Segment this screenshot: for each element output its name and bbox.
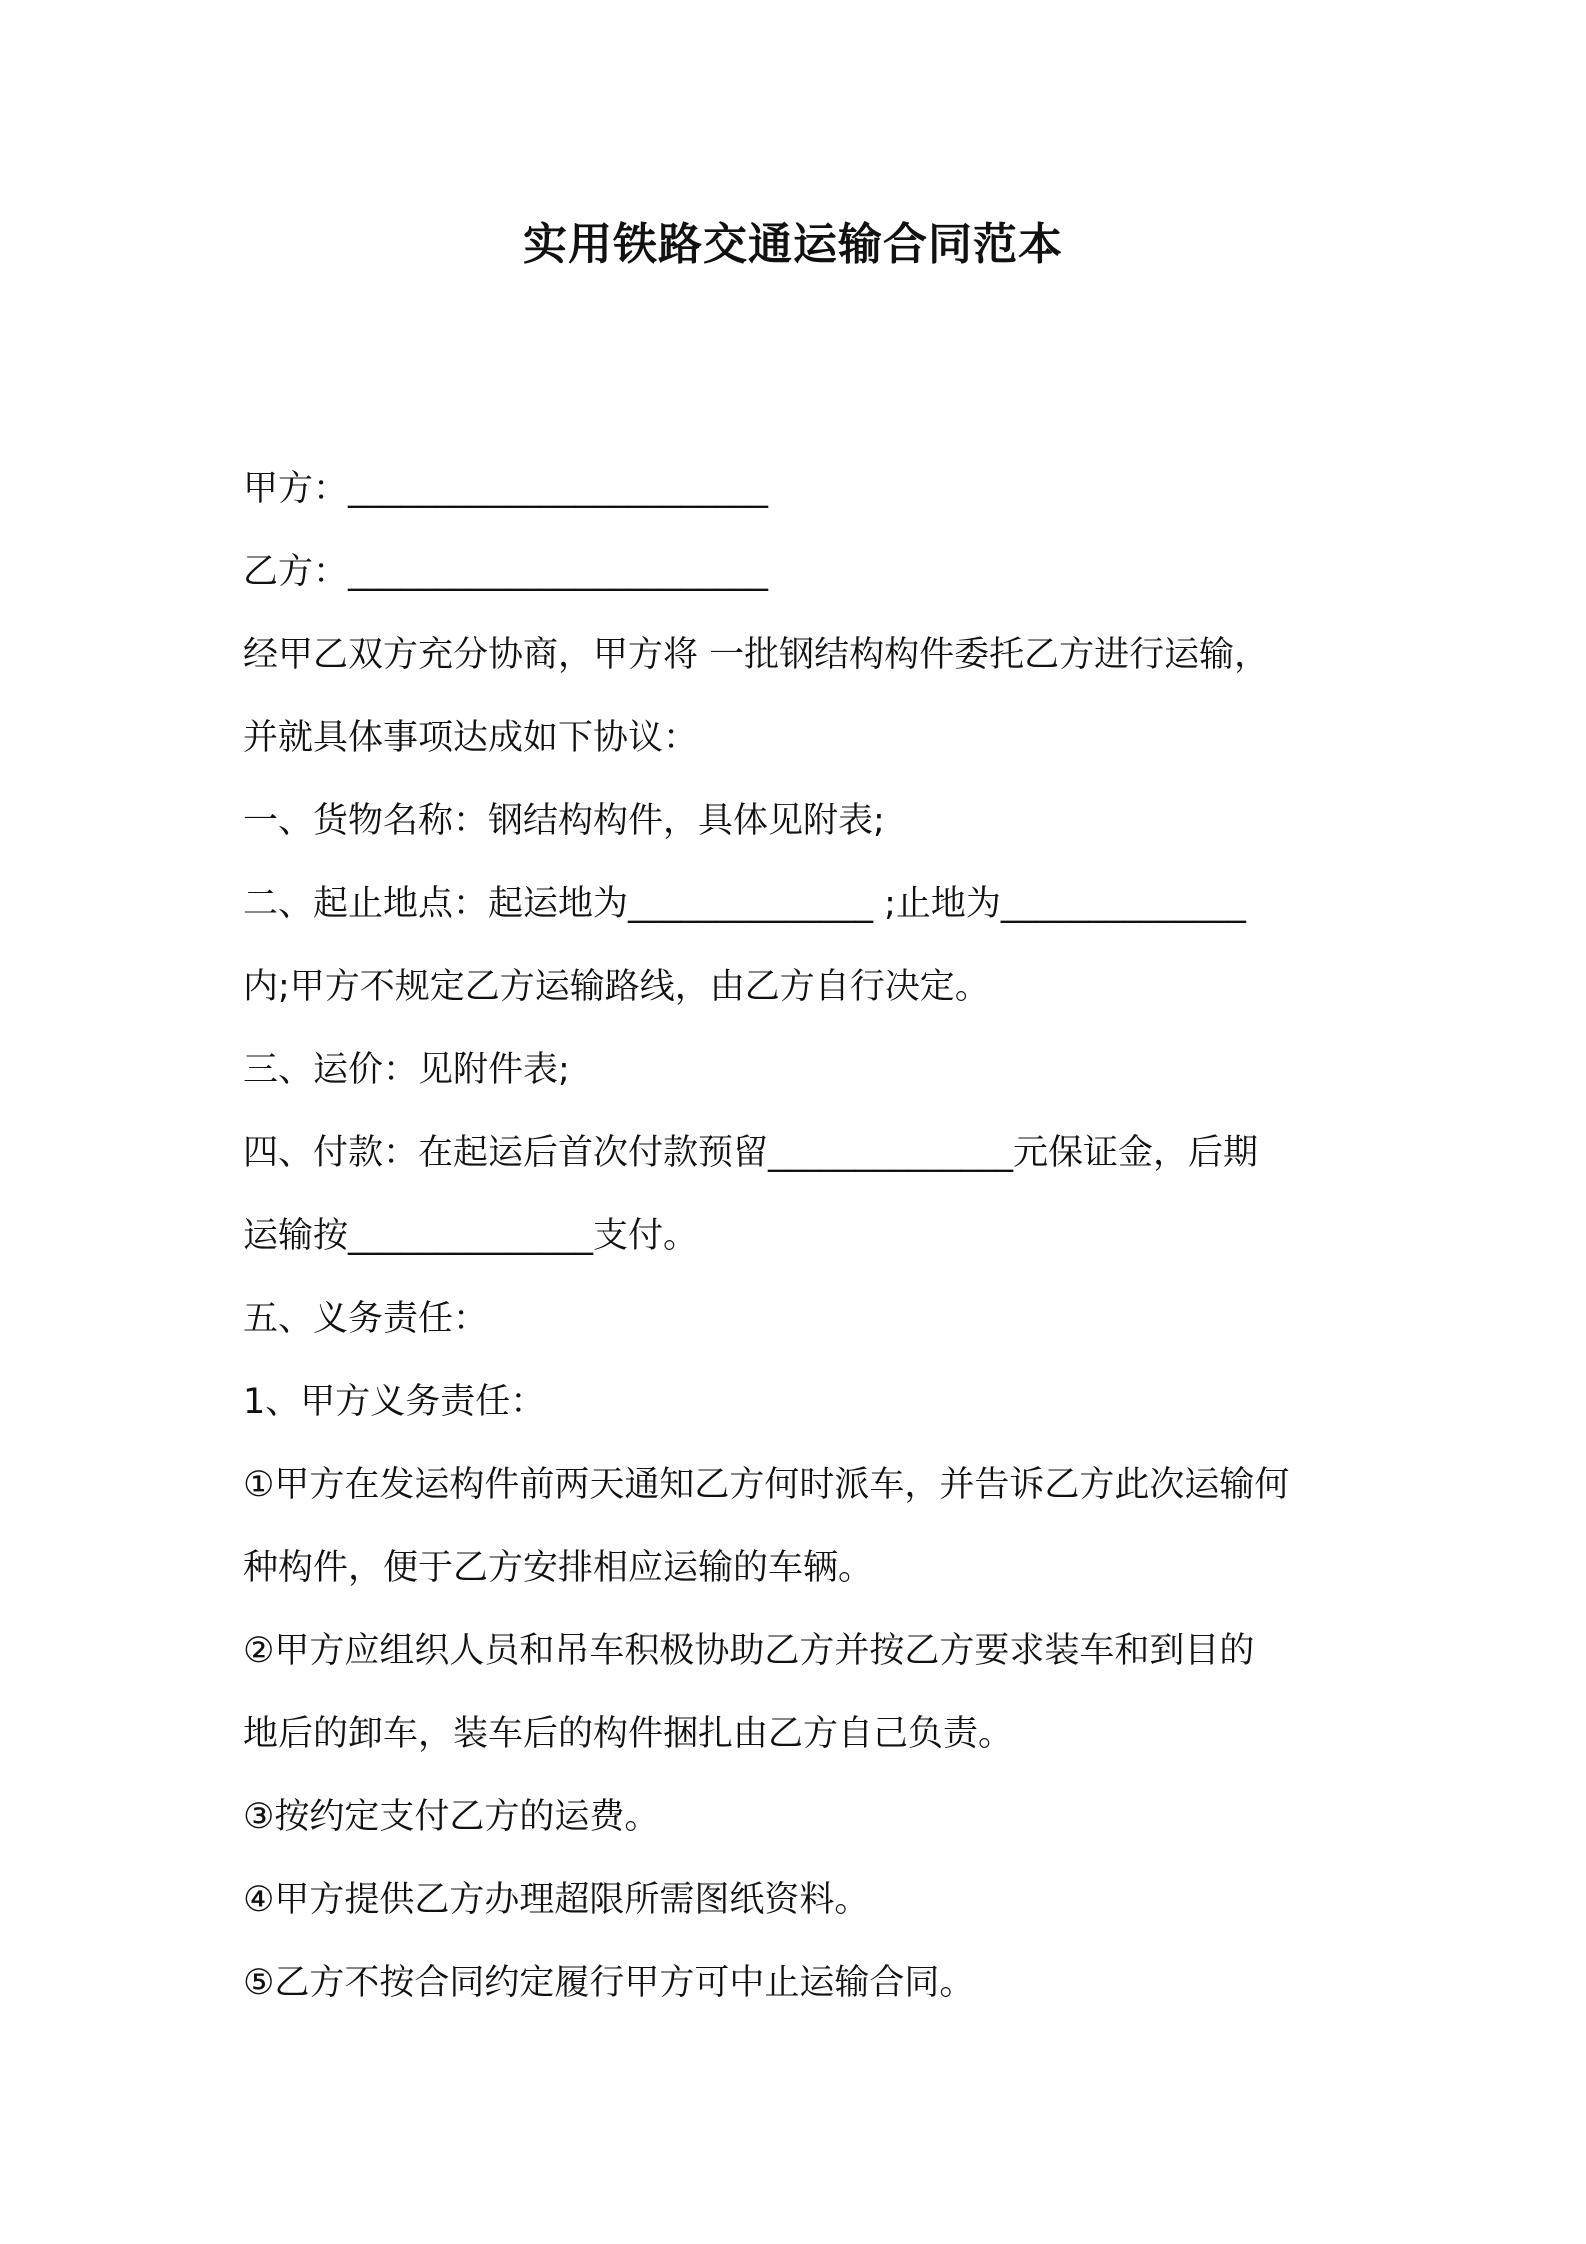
obligation-3: ③按约定支付乙方的运费。 xyxy=(243,1797,660,1837)
obligation-5: ⑤乙方不按合同约定履行甲方可中止运输合同。 xyxy=(243,1963,975,2003)
clause-payment-line-1: 四、付款：在起运后首次付款预留______________元保证金，后期 xyxy=(243,1133,1259,1173)
obligation-1-line-2: 种构件，便于乙方安排相应运输的车辆。 xyxy=(243,1548,874,1588)
document-title: 实用铁路交通运输合同范本 xyxy=(523,219,1063,270)
obligation-1-line-1: ①甲方在发运构件前两天通知乙方何时派车，并告诉乙方此次运输何 xyxy=(243,1465,1290,1505)
clause-freight-price: 三、运价：见附件表; xyxy=(243,1050,570,1090)
party-b-line: 乙方：________________________ xyxy=(243,552,769,592)
clause-payment-line-2: 运输按______________支付。 xyxy=(243,1216,699,1256)
clause-locations-line-1: 二、起止地点：起运地为______________ ;止地为______________ xyxy=(243,884,1246,924)
document-body xyxy=(243,448,1363,2025)
party-a-line: 甲方：________________________ xyxy=(243,469,769,509)
party-a-obligations-heading: 1、甲方义务责任： xyxy=(243,1382,546,1422)
obligation-2-line-1: ②甲方应组织人员和吊车积极协助乙方并按乙方要求装车和到目的 xyxy=(243,1631,1255,1671)
obligation-4: ④甲方提供乙方办理超限所需图纸资料。 xyxy=(243,1880,870,1920)
preamble-line-2: 并就具体事项达成如下协议： xyxy=(243,718,699,758)
preamble-line-1: 经甲乙双方充分协商，甲方将 一批钢结构构件委托乙方进行运输， xyxy=(243,635,1270,675)
obligation-2-line-2: 地后的卸车，装车后的构件捆扎由乙方自己负责。 xyxy=(243,1714,1014,1754)
clause-goods-name: 一、货物名称：钢结构构件，具体见附表; xyxy=(243,801,885,841)
clause-obligations-heading: 五、义务责任： xyxy=(243,1299,489,1339)
clause-locations-line-2: 内;甲方不规定乙方运输路线，由乙方自行决定。 xyxy=(243,967,990,1007)
